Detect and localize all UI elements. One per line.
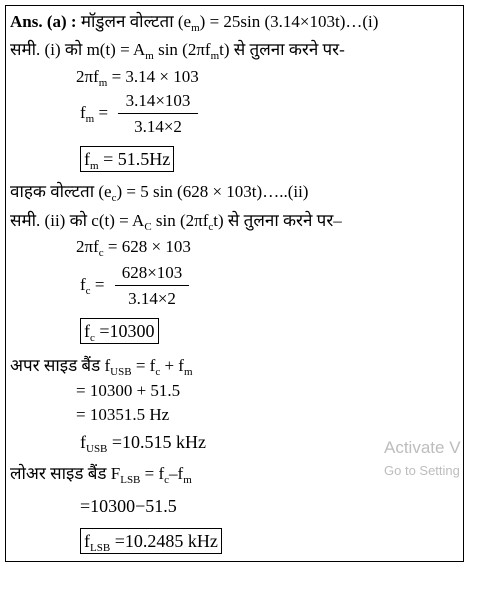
sub-m: m [191,22,200,34]
lsb-eq-2: –f [169,464,184,483]
compare2-mid: sin (2πf [151,211,209,230]
sub-m: m [145,50,154,62]
carrier-eq: ) = 5 sin (628 × 103t)…..(ii) [116,182,309,201]
fm-denominator: 3.14×2 [134,117,182,136]
sub-m: m [90,160,99,172]
sub-c: c [164,474,170,486]
sub-c: c [98,247,104,259]
fc-result-box [80,318,159,344]
usb-step-1: = 10300 + 51.5 [76,381,181,400]
eq-2pifc-rhs: = 628 × 103 [103,237,191,256]
f-symbol: f [80,103,86,122]
usb-result [80,432,207,455]
fc-denominator: 3.14×2 [128,289,176,308]
carrier-line [10,182,308,202]
compare2-prefix: समी. (ii) को c(t) = A [10,211,145,230]
fm-result: = 51.5Hz [103,149,171,169]
compare-line-1 [10,40,345,60]
eq-2pifm [76,67,199,87]
lsb-step-1: =10300−51.5 [80,496,177,516]
eq-2pifc-lhs: 2πf [76,237,99,256]
fm-fraction [116,88,200,140]
lsb-eq: = f [140,464,165,483]
activate-windows-subtext: Go to Setting [384,463,460,478]
sub-usb: USB [86,443,108,455]
usb-line [10,356,193,376]
lsb-line [10,464,192,484]
answer-line [10,12,378,32]
sub-m: m [85,113,95,125]
carrier-label: वाहक वोल्टता (e [10,182,112,201]
compare2-tail: t) से तुलना करने पर– [213,211,342,230]
sub-usb: USB [110,366,132,378]
sub-c: c [90,332,95,344]
f-symbol: f [84,321,90,341]
fc-numerator: 628×103 [121,263,183,282]
activate-windows-watermark: Activate V [384,438,461,457]
eq-2pifm-lhs: 2πf [76,67,99,86]
usb-result-value: =10.515 kHz [111,432,207,452]
sub-c: c [85,285,91,297]
lsb-result-box [80,528,222,554]
compare1-prefix: समी. (i) को m(t) = A [10,40,146,59]
fm-lhs: $f_m$ = [80,103,109,125]
fm-fraction-bar [118,113,198,114]
f-symbol: f [80,275,86,294]
f-symbol: f [80,432,86,452]
sub-c: c [155,366,161,378]
compare-line-2 [10,211,342,231]
sub-lsb: LSB [90,542,111,554]
eq-2pifm-rhs: = 3.14 × 103 [107,67,199,86]
answer-label: Ans. (a) : [10,12,77,31]
usb-step-2: = 10351.5 Hz [76,405,170,424]
sub-c: c [111,192,117,204]
lsb-result-value: =10.2485 kHz [114,531,218,551]
sub-m: m [183,474,192,486]
fc-fraction [112,260,192,312]
sub-C: C [144,221,152,233]
fc-lhs: $f_c$ = [80,275,105,297]
compare1-tail: t) से तुलना करने पर- [219,40,345,59]
f-symbol: f [84,149,90,169]
fc-fraction-bar [115,285,189,286]
sub-c: c [208,221,214,233]
modulating-voltage-label: मॉडुलन वोल्टता (e [80,12,192,31]
lsb-label: लोअर साइड बैंड F [10,464,121,483]
sub-m: m [183,366,193,378]
fm-result-box [80,146,174,172]
usb-eq-2: + f [160,356,184,375]
fc-result: =10300 [99,321,155,341]
f-symbol: f [84,531,90,551]
compare1-mid: sin (2πf [153,40,211,59]
eq-2pifc [76,237,191,257]
sub-m: m [98,77,108,89]
modulating-voltage-eq: ) = 25sin (3.14×103t)…(i) [199,12,379,31]
usb-eq: = f [131,356,156,375]
fm-numerator: 3.14×103 [125,91,191,110]
sub-lsb: LSB [120,474,141,486]
sub-m: m [210,50,220,62]
usb-label: अपर साइड बैंड f [10,356,111,375]
